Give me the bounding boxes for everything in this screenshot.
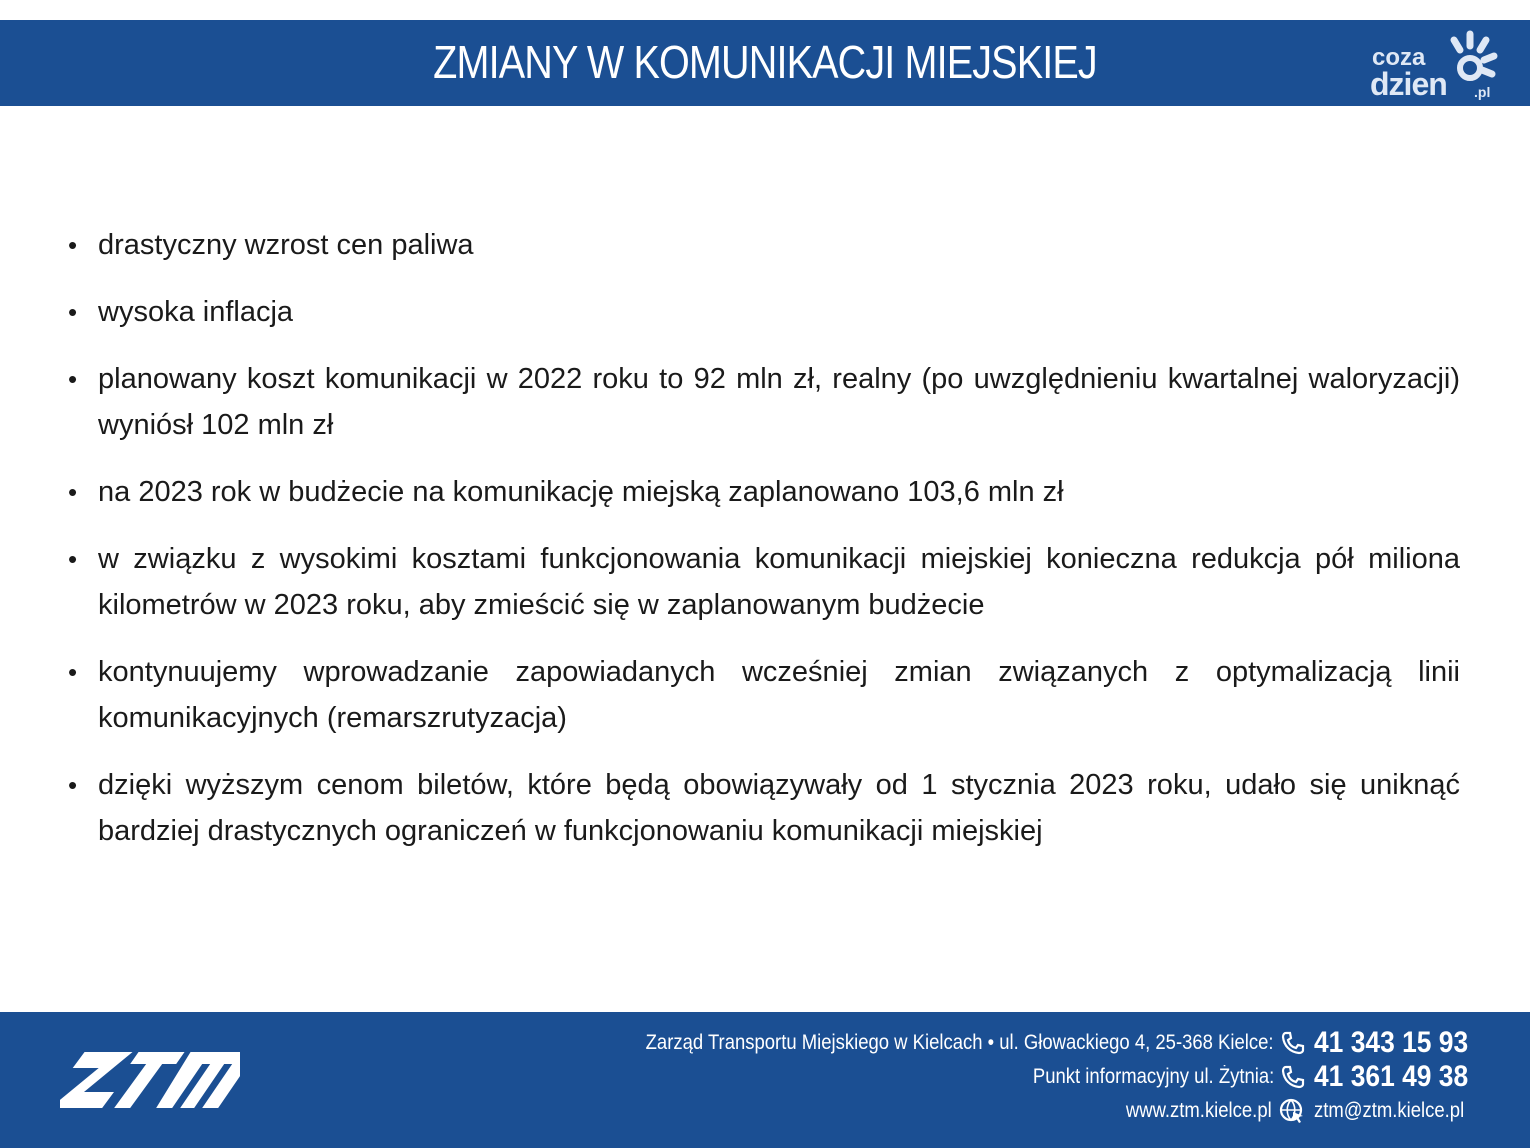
list-item <box>68 289 1460 335</box>
list-item-text: na 2023 rok w budżecie na komunikację miejską zaplanowano 103,6 mln zł <box>98 476 1064 508</box>
email-link[interactable]: ztm@ztm.kielce.pl <box>1314 1099 1465 1122</box>
logo-domain: .pl <box>1474 84 1491 100</box>
list-item <box>68 469 1460 515</box>
phone-icon <box>1280 1064 1306 1090</box>
phone-icon <box>1280 1030 1306 1056</box>
list-item-text: kontynuujemy wprowadzanie zapowiadanych wcześniej zmian związanych z optymalizacją linii komunikacyjnych (remarszrutyzacja) <box>98 656 1460 734</box>
bullet-list <box>68 222 1460 875</box>
ztm-logo <box>60 1048 240 1112</box>
bullet-point-icon: • <box>68 770 78 800</box>
list-item-text: planowany koszt komunikacji w 2022 roku to 92 mln zł, realny (po uwzględnieniu kwartalnej waloryzacji) wyniósł 102 mln zł <box>98 363 1460 441</box>
list-item <box>68 356 1460 448</box>
footer-contact <box>500 1026 1500 1128</box>
logo-text-top: coza <box>1372 44 1426 71</box>
bullet-point-icon: • <box>68 230 78 260</box>
phone-number-info[interactable]: 41 361 49 38 <box>1314 1060 1469 1093</box>
address-text: Zarząd Transportu Miejskiego w Kielcach • ul. Głowackiego 4, 25-368 Kielce: <box>646 1031 1274 1054</box>
list-item-text: drastyczny wzrost cen paliwa <box>98 229 474 261</box>
bullet-point-icon: • <box>68 544 78 574</box>
contact-row-web <box>500 1094 1500 1128</box>
contact-row-info-point <box>500 1060 1500 1094</box>
list-item <box>68 222 1460 268</box>
info-point-text: Punkt informacyjny ul. Żytnia: <box>1032 1065 1274 1088</box>
header-bar <box>0 20 1530 106</box>
footer-bar <box>0 1012 1530 1148</box>
list-item <box>68 536 1460 628</box>
globe-cursor-icon <box>1278 1097 1306 1125</box>
list-item-text: dzięki wyższym cenom biletów, które będą obowiązywały od 1 stycznia 2023 roku, udało się uniknąć bardziej drastycznych ograniczeń w funkcjonowaniu komunikacji miejskiej <box>98 769 1460 847</box>
list-item-text: wysoka inflacja <box>98 296 294 328</box>
bullet-point-icon: • <box>68 657 78 687</box>
bullet-point-icon: • <box>68 477 78 507</box>
list-item <box>68 649 1460 741</box>
list-item-text: w związku z wysokimi kosztami funkcjonowania komunikacji miejskiej konieczna redukcja pół miliona kilometrów w 2023 roku, aby zmieścić się w zaplanowanym budżecie <box>98 543 1460 621</box>
site-logo <box>1366 26 1506 102</box>
page-title: ZMIANY W KOMUNIKACJI MIEJSKIEJ <box>433 36 1097 88</box>
bullet-point-icon: • <box>68 364 78 394</box>
phone-number-main[interactable]: 41 343 15 93 <box>1314 1026 1469 1059</box>
website-link[interactable]: www.ztm.kielce.pl <box>1126 1099 1272 1122</box>
logo-text-bottom: dzien <box>1370 66 1447 102</box>
bullet-point-icon: • <box>68 297 78 327</box>
contact-row-main <box>500 1026 1500 1060</box>
list-item <box>68 762 1460 854</box>
